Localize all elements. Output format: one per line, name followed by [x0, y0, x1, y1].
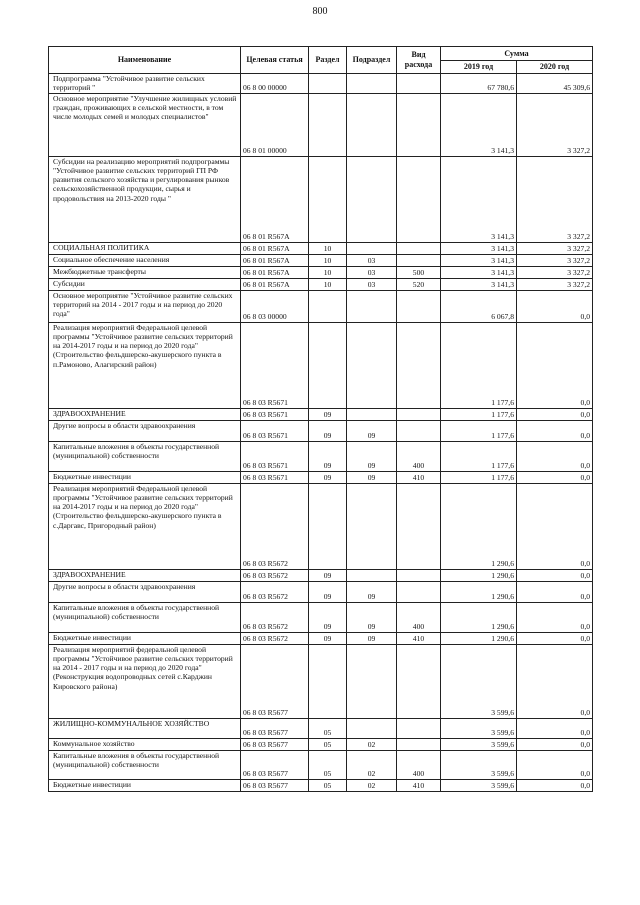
row-name: Другие вопросы в области здравоохранения — [49, 420, 241, 441]
row-target-article: 06 8 03 R5677 — [241, 779, 309, 791]
row-name: Подпрограмма "Устойчивое развитие сельских территорий " — [49, 74, 241, 94]
row-expense-type — [397, 93, 441, 156]
row-sum-2019: 3 141,3 — [441, 254, 517, 266]
row-section: 05 — [309, 779, 347, 791]
row-name: ЗДРАВООХРАНЕНИЕ — [49, 569, 241, 581]
row-sum-2019: 67 780,6 — [441, 74, 517, 94]
row-expense-type: 410 — [397, 471, 441, 483]
row-subsection — [347, 242, 397, 254]
row-section — [309, 156, 347, 242]
row-target-article: 06 8 03 R5671 — [241, 471, 309, 483]
row-subsection: 03 — [347, 266, 397, 278]
table-row — [49, 266, 593, 278]
row-subsection: 03 — [347, 278, 397, 290]
row-sum-2019: 1 177,6 — [441, 420, 517, 441]
row-sum-2020: 0,0 — [517, 581, 593, 602]
row-subsection: 09 — [347, 632, 397, 644]
table-row — [49, 408, 593, 420]
table-row — [49, 322, 593, 408]
row-target-article: 06 8 01 R567A — [241, 278, 309, 290]
row-sum-2020: 0,0 — [517, 718, 593, 738]
row-sum-2020: 0,0 — [517, 644, 593, 718]
row-section: 10 — [309, 266, 347, 278]
row-expense-type — [397, 408, 441, 420]
row-section: 05 — [309, 750, 347, 779]
row-name: Бюджетные инвестиции — [49, 471, 241, 483]
row-section — [309, 644, 347, 718]
table-row — [49, 581, 593, 602]
row-sum-2020: 3 327,2 — [517, 254, 593, 266]
row-target-article: 06 8 01 R567A — [241, 254, 309, 266]
row-target-article: 06 8 01 R567A — [241, 156, 309, 242]
row-subsection — [347, 93, 397, 156]
table-row — [49, 779, 593, 791]
row-section — [309, 322, 347, 408]
row-name: Капитальные вложения в объекты государственной (муниципальной) собственности — [49, 750, 241, 779]
table-row — [49, 278, 593, 290]
row-subsection: 03 — [347, 254, 397, 266]
row-sum-2019: 3 599,6 — [441, 779, 517, 791]
row-expense-type — [397, 581, 441, 602]
row-subsection — [347, 290, 397, 322]
row-sum-2019: 3 141,3 — [441, 242, 517, 254]
row-section: 05 — [309, 718, 347, 738]
row-section: 09 — [309, 569, 347, 581]
row-target-article: 06 8 03 R5677 — [241, 718, 309, 738]
header-expense-type: Вид расхода — [397, 47, 441, 74]
table-row — [49, 290, 593, 322]
row-name: Реализация мероприятий федеральной целевой программы "Устойчивое развитие сельских территорий на 2014 - 2017 годы и на период до 2020 года" (Реконструкция водопроводных сетей с.Карджин Кировского района) — [49, 644, 241, 718]
row-target-article: 06 8 03 R5677 — [241, 750, 309, 779]
row-section: 09 — [309, 581, 347, 602]
row-section: 10 — [309, 278, 347, 290]
row-subsection — [347, 322, 397, 408]
row-section: 09 — [309, 408, 347, 420]
row-section: 10 — [309, 254, 347, 266]
header-sum: Сумма — [441, 47, 593, 61]
row-subsection — [347, 644, 397, 718]
table-body — [49, 74, 593, 792]
row-sum-2019: 1 290,6 — [441, 632, 517, 644]
row-section — [309, 290, 347, 322]
row-sum-2019: 1 177,6 — [441, 322, 517, 408]
table-row — [49, 750, 593, 779]
row-target-article: 06 8 03 R5672 — [241, 569, 309, 581]
row-target-article: 06 8 03 R5672 — [241, 581, 309, 602]
row-sum-2019: 3 599,6 — [441, 750, 517, 779]
row-subsection — [347, 569, 397, 581]
row-name: Субсидии на реализацию мероприятий подпрограммы "Устойчивое развитие сельских территорий ГП РФ развития сельского хозяйства и регулирования рынков сельскохозяйственной продукции, сырья и продовольствия на 2013-2020 годы " — [49, 156, 241, 242]
row-subsection — [347, 74, 397, 94]
row-sum-2019: 1 290,6 — [441, 602, 517, 632]
row-target-article: 06 8 00 00000 — [241, 74, 309, 94]
row-expense-type — [397, 483, 441, 569]
row-expense-type — [397, 242, 441, 254]
row-target-article: 06 8 01 R567A — [241, 266, 309, 278]
row-name: СОЦИАЛЬНАЯ ПОЛИТИКА — [49, 242, 241, 254]
row-sum-2020: 3 327,2 — [517, 242, 593, 254]
table-row — [49, 420, 593, 441]
row-subsection — [347, 718, 397, 738]
row-expense-type — [397, 290, 441, 322]
table-row — [49, 156, 593, 242]
row-section — [309, 93, 347, 156]
row-expense-type — [397, 254, 441, 266]
row-subsection: 09 — [347, 441, 397, 471]
row-expense-type — [397, 644, 441, 718]
row-expense-type: 400 — [397, 750, 441, 779]
row-subsection: 09 — [347, 420, 397, 441]
row-sum-2019: 6 067,8 — [441, 290, 517, 322]
row-sum-2019: 3 599,6 — [441, 718, 517, 738]
row-subsection: 09 — [347, 602, 397, 632]
row-subsection — [347, 156, 397, 242]
row-sum-2020: 0,0 — [517, 779, 593, 791]
table-row — [49, 569, 593, 581]
table-row — [49, 602, 593, 632]
row-name: Бюджетные инвестиции — [49, 779, 241, 791]
row-expense-type: 410 — [397, 632, 441, 644]
table-row — [49, 74, 593, 94]
table-row — [49, 441, 593, 471]
row-target-article: 06 8 03 R5672 — [241, 483, 309, 569]
row-subsection — [347, 483, 397, 569]
row-target-article: 06 8 01 00000 — [241, 93, 309, 156]
row-expense-type: 500 — [397, 266, 441, 278]
row-name: Основное мероприятие "Улучшение жилищных условий граждан, проживающих в сельской местности, в том числе молодых семей и молодых специалистов" — [49, 93, 241, 156]
row-sum-2020: 0,0 — [517, 738, 593, 750]
row-name: Реализация мероприятий Федеральной целевой программы "Устойчивое развитие сельских территорий на 2014-2017 годы и на период до 2020 года" (Строительство фельдшерско-акушерского пункта в с.Даргавс, Пригородный район) — [49, 483, 241, 569]
row-section — [309, 74, 347, 94]
row-target-article: 06 8 03 R5671 — [241, 420, 309, 441]
row-name: Капитальные вложения в объекты государственной (муниципальной) собственности — [49, 441, 241, 471]
row-sum-2019: 1 177,6 — [441, 408, 517, 420]
row-expense-type — [397, 569, 441, 581]
table-row — [49, 471, 593, 483]
row-expense-type: 400 — [397, 602, 441, 632]
row-section — [309, 483, 347, 569]
row-section: 09 — [309, 420, 347, 441]
row-expense-type — [397, 718, 441, 738]
row-sum-2020: 0,0 — [517, 471, 593, 483]
row-sum-2019: 3 141,3 — [441, 93, 517, 156]
row-subsection: 02 — [347, 750, 397, 779]
header-year-2019: 2019 год — [441, 61, 517, 74]
header-name: Наименование — [49, 47, 241, 74]
row-target-article: 06 8 03 R5672 — [241, 602, 309, 632]
row-section: 09 — [309, 441, 347, 471]
row-sum-2020: 3 327,2 — [517, 156, 593, 242]
row-expense-type: 520 — [397, 278, 441, 290]
row-sum-2019: 1 177,6 — [441, 471, 517, 483]
header-subsection: Подраздел — [347, 47, 397, 74]
row-target-article: 06 8 03 R5671 — [241, 441, 309, 471]
row-target-article: 06 8 03 R5671 — [241, 322, 309, 408]
row-name: Другие вопросы в области здравоохранения — [49, 581, 241, 602]
header-section: Раздел — [309, 47, 347, 74]
row-name: Реализация мероприятий Федеральной целевой программы "Устойчивое развитие сельских территорий на 2014-2017 годы и на период до 2020 года" (Строительство фельдшерско-акушерского пункта в п.Рамоново, Алагирский район) — [49, 322, 241, 408]
row-expense-type — [397, 74, 441, 94]
row-name: Коммунальное хозяйство — [49, 738, 241, 750]
row-expense-type: 400 — [397, 441, 441, 471]
budget-table — [48, 46, 593, 792]
table-row — [49, 718, 593, 738]
row-sum-2019: 1 290,6 — [441, 483, 517, 569]
row-expense-type — [397, 420, 441, 441]
table-row — [49, 632, 593, 644]
header-year-2020: 2020 год — [517, 61, 593, 74]
row-target-article: 06 8 03 R5677 — [241, 644, 309, 718]
table-row — [49, 483, 593, 569]
row-section: 10 — [309, 242, 347, 254]
row-sum-2020: 0,0 — [517, 750, 593, 779]
page-number: 800 — [312, 6, 328, 17]
table-row — [49, 93, 593, 156]
table-row — [49, 738, 593, 750]
row-sum-2020: 45 309,6 — [517, 74, 593, 94]
row-sum-2019: 3 141,3 — [441, 156, 517, 242]
row-sum-2020: 0,0 — [517, 408, 593, 420]
row-target-article: 06 8 03 R5672 — [241, 632, 309, 644]
row-name: ЗДРАВООХРАНЕНИЕ — [49, 408, 241, 420]
row-sum-2020: 0,0 — [517, 569, 593, 581]
row-expense-type — [397, 322, 441, 408]
row-section: 05 — [309, 738, 347, 750]
row-target-article: 06 8 03 00000 — [241, 290, 309, 322]
row-expense-type — [397, 156, 441, 242]
table-row — [49, 254, 593, 266]
row-name: Субсидии — [49, 278, 241, 290]
row-target-article: 06 8 01 R567A — [241, 242, 309, 254]
table-row — [49, 644, 593, 718]
row-name: Основное мероприятие "Устойчивое развитие сельских территорий на 2014 - 2017 годы и на период до 2020 года" — [49, 290, 241, 322]
row-sum-2019: 3 599,6 — [441, 738, 517, 750]
row-name: Бюджетные инвестиции — [49, 632, 241, 644]
row-sum-2020: 0,0 — [517, 441, 593, 471]
row-name: ЖИЛИЩНО-КОММУНАЛЬНОЕ ХОЗЯЙСТВО — [49, 718, 241, 738]
row-subsection: 09 — [347, 581, 397, 602]
row-target-article: 06 8 03 R5671 — [241, 408, 309, 420]
row-section: 09 — [309, 471, 347, 483]
row-target-article: 06 8 03 R5677 — [241, 738, 309, 750]
row-sum-2020: 0,0 — [517, 420, 593, 441]
row-sum-2020: 0,0 — [517, 483, 593, 569]
row-subsection: 09 — [347, 471, 397, 483]
row-name: Межбюджетные трансферты — [49, 266, 241, 278]
row-sum-2020: 0,0 — [517, 602, 593, 632]
row-expense-type — [397, 738, 441, 750]
row-sum-2020: 0,0 — [517, 290, 593, 322]
row-sum-2020: 3 327,2 — [517, 93, 593, 156]
row-sum-2019: 3 141,3 — [441, 278, 517, 290]
row-sum-2019: 1 177,6 — [441, 441, 517, 471]
row-sum-2019: 3 599,6 — [441, 644, 517, 718]
row-sum-2019: 1 290,6 — [441, 581, 517, 602]
row-sum-2020: 3 327,2 — [517, 266, 593, 278]
row-name: Капитальные вложения в объекты государственной (муниципальной) собственности — [49, 602, 241, 632]
row-subsection: 02 — [347, 738, 397, 750]
row-section: 09 — [309, 602, 347, 632]
table-row — [49, 242, 593, 254]
row-sum-2019: 3 141,3 — [441, 266, 517, 278]
row-sum-2020: 0,0 — [517, 322, 593, 408]
header-target-article: Целевая статья — [241, 47, 309, 74]
row-name: Социальное обеспечение населения — [49, 254, 241, 266]
row-sum-2019: 1 290,6 — [441, 569, 517, 581]
row-sum-2020: 0,0 — [517, 632, 593, 644]
row-section: 09 — [309, 632, 347, 644]
row-subsection: 02 — [347, 779, 397, 791]
row-expense-type: 410 — [397, 779, 441, 791]
row-sum-2020: 3 327,2 — [517, 278, 593, 290]
row-subsection — [347, 408, 397, 420]
